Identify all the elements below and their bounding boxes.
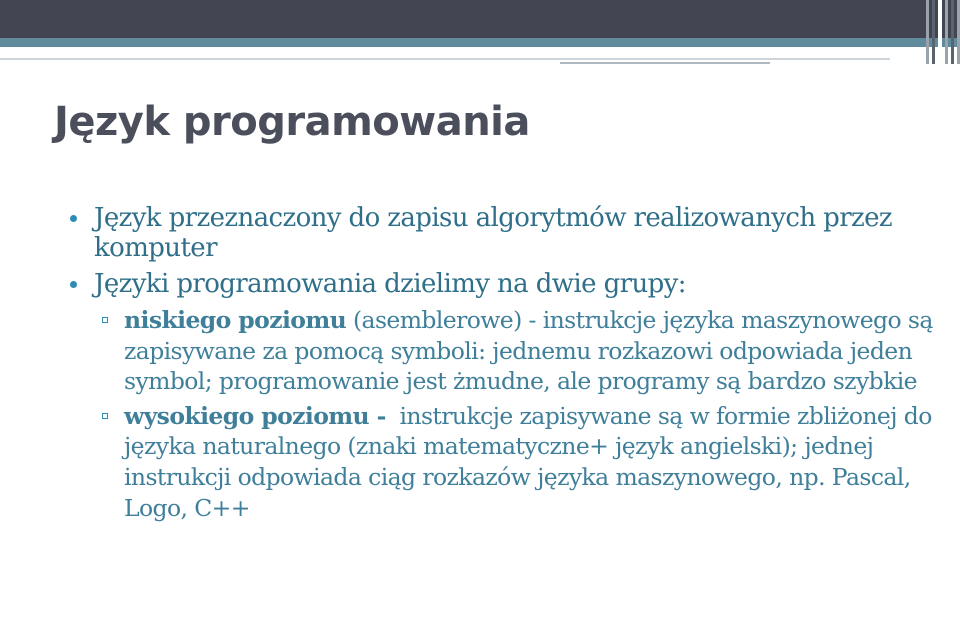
- bullet-dot-icon: [70, 281, 77, 288]
- bullet-item: [70, 203, 940, 263]
- decor-line: [0, 58, 890, 60]
- bullet-text: Języki programowania dzielimy na dwie grupy:: [94, 269, 686, 299]
- bullet-term: niskiego poziomu: [124, 306, 347, 334]
- bullet-text: Język przeznaczony do zapisu algorytmów realizowanych przez komputer: [94, 203, 893, 263]
- sub-bullet-item: [102, 401, 940, 523]
- bullet-dot-icon: [70, 215, 77, 222]
- sub-bullet-item: [102, 305, 940, 397]
- slide-content: [70, 203, 940, 527]
- bullet-text: instrukcje zapisywane są w formie zbliżonej do języka naturalnego (znaki matematyczne+ język angielski); jednej instrukcji odpowiada ciąg rozkazów języka maszynowego, np. Pascal, Logo, C++: [124, 401, 939, 522]
- bullet-text: (asemblerowe) - instrukcje języka maszynowego są zapisywane za pomocą symboli: jednemu rozkazowi odpowiada jeden symbol; programowanie jest żmudne, ale programy są bardzo szybkie: [124, 306, 933, 396]
- square-bullet-icon: [102, 413, 108, 419]
- bullet-item: [70, 269, 940, 299]
- header-bar: [0, 0, 960, 38]
- decor-line: [560, 62, 770, 64]
- slide-title: Język programowania: [54, 99, 530, 145]
- decor-bars: [926, 0, 960, 64]
- accent-stripe: [0, 38, 960, 47]
- sub-bullet-list: [70, 305, 940, 523]
- bullet-term: wysokiego poziomu -: [124, 401, 386, 430]
- square-bullet-icon: [102, 317, 108, 323]
